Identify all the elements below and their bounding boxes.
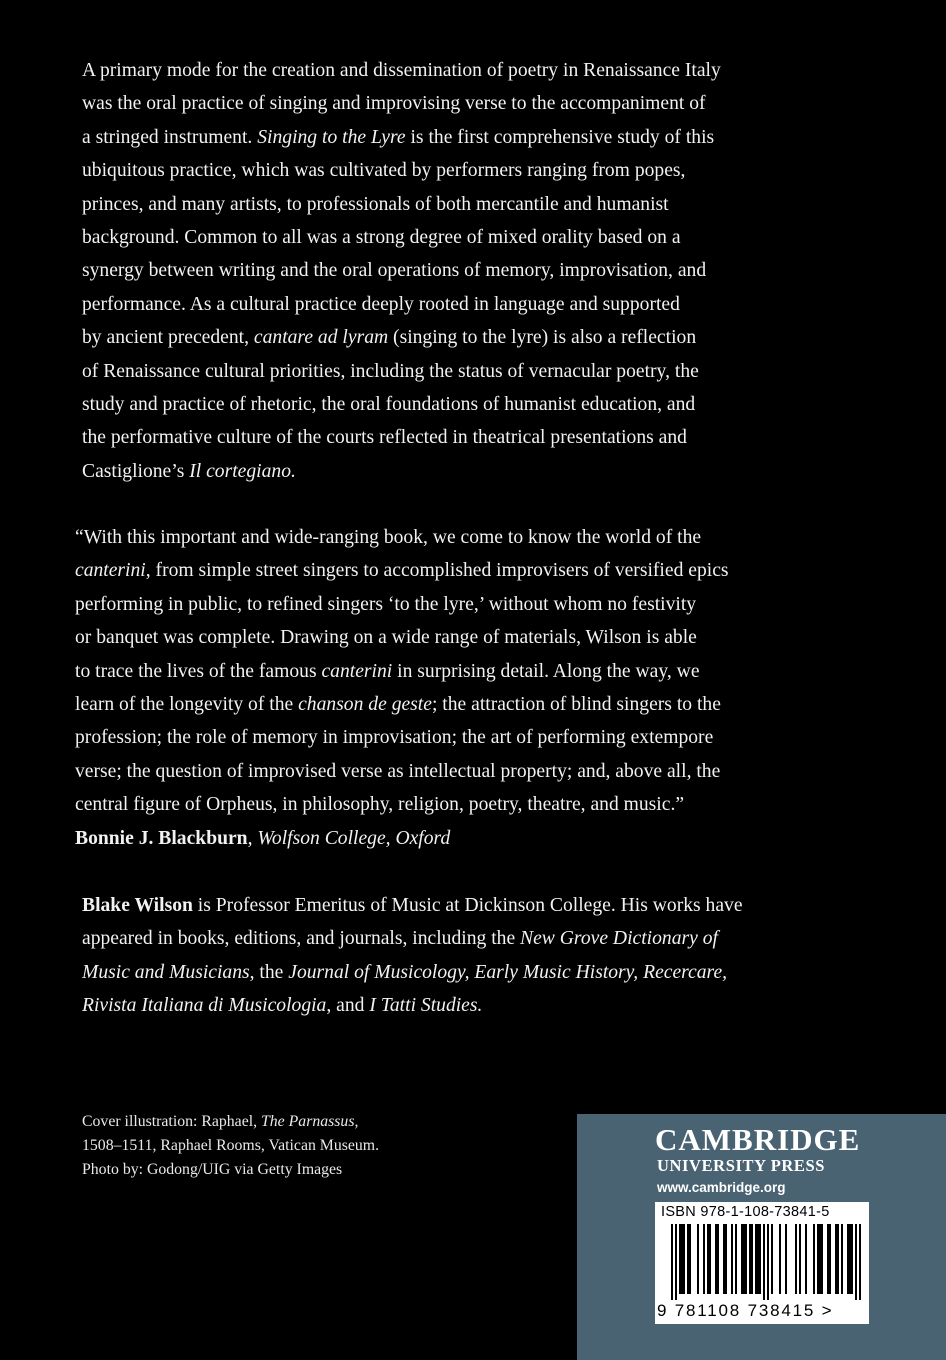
text-line [75,621,794,654]
barcode-bar [837,1224,839,1294]
barcode-digits: 9 781108 738415 > [657,1301,834,1320]
text-line [75,588,794,621]
text-line [82,1134,502,1158]
barcode-bar [855,1224,857,1300]
text-segment: performance. As a cultural practice deeply rooted in language and supported [82,293,680,315]
text-line [82,889,794,922]
publisher-url: www.cambridge.org [657,1180,786,1195]
barcode-bar [763,1224,765,1300]
text-segment: is Professor Emeritus of Music at Dickinson College. His works have [192,895,743,916]
barcode-bar [731,1224,733,1294]
text-line [82,421,794,454]
text-line [82,321,794,354]
text-line [82,1158,502,1182]
text-line [82,956,794,989]
text-segment: central figure of Orpheus, in philosophy, religion, poetry, theatre, and music.” [75,794,685,816]
text-line [82,87,794,120]
barcode-bar [703,1224,705,1294]
publisher-panel [577,1114,946,1360]
text-segment: is the first comprehensive study of this [405,126,715,148]
barcode-bar [829,1224,831,1294]
bold-segment: Blake Wilson [82,895,193,916]
text-segment: profession; the role of memory in improvisation; the art of performing extempore [75,727,714,749]
barcode-bar [757,1224,759,1294]
barcode-bar [687,1224,689,1294]
text-segment: in surprising detail. Along the way, we [392,660,700,682]
barcode-bar [841,1224,843,1294]
italic-segment: Singing to the Lyre [257,126,406,148]
barcode-bar [819,1224,821,1294]
text-line [82,54,794,87]
italic-segment: canterini [75,560,146,582]
barcode-bar [827,1224,829,1294]
text-segment: performing in public, to refined singers ‘to the lyre,’ without whom no festivity [75,593,697,615]
text-segment: to trace the lives of the famous [75,660,322,682]
italic-segment: Wolfson College, Oxford [257,827,451,849]
barcode-bar [755,1224,757,1294]
text-segment: was the oral practice of singing and improvising verse to the accompaniment of [82,93,706,115]
barcode-bar [799,1224,801,1294]
italic-segment: Music and Musicians [82,961,250,983]
text-segment: appeared in books, editions, and journals, including the [82,928,521,950]
text-line [75,755,794,788]
barcode-bar [749,1224,751,1294]
barcode-bar [735,1224,737,1294]
barcode-bar [741,1224,743,1294]
barcode-bar [779,1224,781,1294]
barcode-bar [697,1224,699,1294]
barcode-bar [683,1224,685,1294]
text-segment: a stringed instrument. [82,126,258,148]
text-line [82,121,794,154]
text-segment: , [247,827,258,849]
barcode-bar [851,1224,853,1294]
text-line [75,721,794,754]
text-segment: , from simple street singers to accomplished improvisers of versified epics [145,560,729,582]
endorsement-quote [75,521,794,855]
barcode-bar [675,1224,677,1300]
barcode-label [655,1202,869,1324]
text-line [82,922,794,955]
italic-segment: cantare ad lyram [253,327,389,349]
text-segment: of Renaissance cultural priorities, including the status of vernacular poetry, the [82,360,699,382]
italic-segment: canterini [321,660,393,682]
text-segment: learn of the longevity of the [75,694,299,716]
barcode-bar [723,1224,725,1294]
text-segment: (singing to the lyre) is also a reflection [388,327,697,349]
text-line [82,455,794,488]
bold-segment: Bonnie J. Blackburn [75,827,248,849]
text-line [82,1110,502,1134]
text-segment: background. Common to all was a strong degree of mixed orality based on a [82,227,681,249]
barcode-bar [759,1224,761,1294]
text-segment: verse; the question of improvised verse as intellectual property; and, above all, the [75,760,721,782]
text-segment: , and [326,995,370,1017]
publisher-name: CAMBRIDGE [655,1122,861,1157]
italic-segment: chanson de geste [298,694,432,716]
author-bio [82,889,794,1023]
barcode-bar [767,1224,769,1300]
barcode-bar [835,1224,837,1294]
italic-segment: Il cortegiano. [189,460,296,482]
barcode-icon [661,1224,863,1300]
barcode-bar [785,1224,787,1294]
text-line [82,154,794,187]
text-line [75,521,794,554]
isbn-text: ISBN 978-1-108-73841-5 [661,1204,830,1220]
text-segment: A primary mode for the creation and dissemination of poetry in Renaissance Italy [82,60,721,81]
publisher-subtitle: UNIVERSITY PRESS [657,1156,826,1175]
barcode-bar [679,1224,681,1294]
text-segment: ; the attraction of blind singers to the [431,694,721,716]
barcode-bar [743,1224,745,1294]
barcode-bar [805,1224,807,1294]
text-segment: 1508–1511, Raphael Rooms, Vatican Museum. [82,1137,380,1154]
barcode-bar [715,1224,717,1294]
barcode-bar [689,1224,691,1294]
text-segment: study and practice of rhetoric, the oral foundations of humanist education, and [82,394,696,416]
text-line [75,554,794,587]
barcode-bar [849,1224,851,1294]
barcode-bar [745,1224,747,1294]
barcode-bar [859,1224,861,1300]
text-line [75,655,794,688]
text-segment: “With this important and wide-ranging book, we come to know the world of the [75,527,702,548]
text-line [82,254,794,287]
barcode-bar [817,1224,819,1294]
barcode-bar [795,1224,797,1294]
text-segment: Photo by: Godong/UIG via Getty Images [82,1161,343,1178]
cover-credit [82,1110,502,1182]
text-segment: , the [249,961,289,983]
barcode-bar [717,1224,719,1294]
text-segment: Castiglione’s [82,460,190,482]
text-line [75,822,794,855]
text-line [82,355,794,388]
text-line [82,388,794,421]
text-segment: synergy between writing and the oral operations of memory, improvisation, and [82,260,707,282]
barcode-bar [751,1224,753,1294]
text-line [75,688,794,721]
italic-segment: The Parnassus [261,1113,355,1130]
italic-segment: New Grove Dictionary of [520,928,718,950]
barcode-bar [671,1224,673,1300]
barcode-bar [707,1224,709,1294]
text-line [82,288,794,321]
barcode-bar [821,1224,823,1294]
barcode-bar [681,1224,683,1294]
italic-segment: Rivista Italiana di Musicologia [82,995,327,1017]
text-line [82,221,794,254]
barcode-bar [847,1224,849,1294]
barcode-bar [725,1224,727,1294]
italic-segment: I Tatti Studies. [369,995,483,1017]
barcode-bar [709,1224,711,1294]
text-segment: the performative culture of the courts reflected in theatrical presentations and [82,427,687,449]
text-line [82,188,794,221]
text-line [75,788,794,821]
book-description [82,54,794,488]
barcode-bar [771,1224,773,1294]
text-segment: , [354,1113,359,1130]
text-segment: Cover illustration: Raphael, [82,1113,261,1130]
text-segment: or banquet was complete. Drawing on a wide range of materials, Wilson is able [75,627,697,649]
italic-segment: Journal of Musicology, Early Music History, Recercare, [288,961,728,983]
barcode-bar [813,1224,815,1294]
text-segment: princes, and many artists, to professionals of both mercantile and humanist [82,193,669,215]
text-segment: ubiquitous practice, which was cultivated by performers ranging from popes, [82,160,686,182]
text-segment: by ancient precedent, [82,327,254,349]
text-line [82,989,794,1022]
